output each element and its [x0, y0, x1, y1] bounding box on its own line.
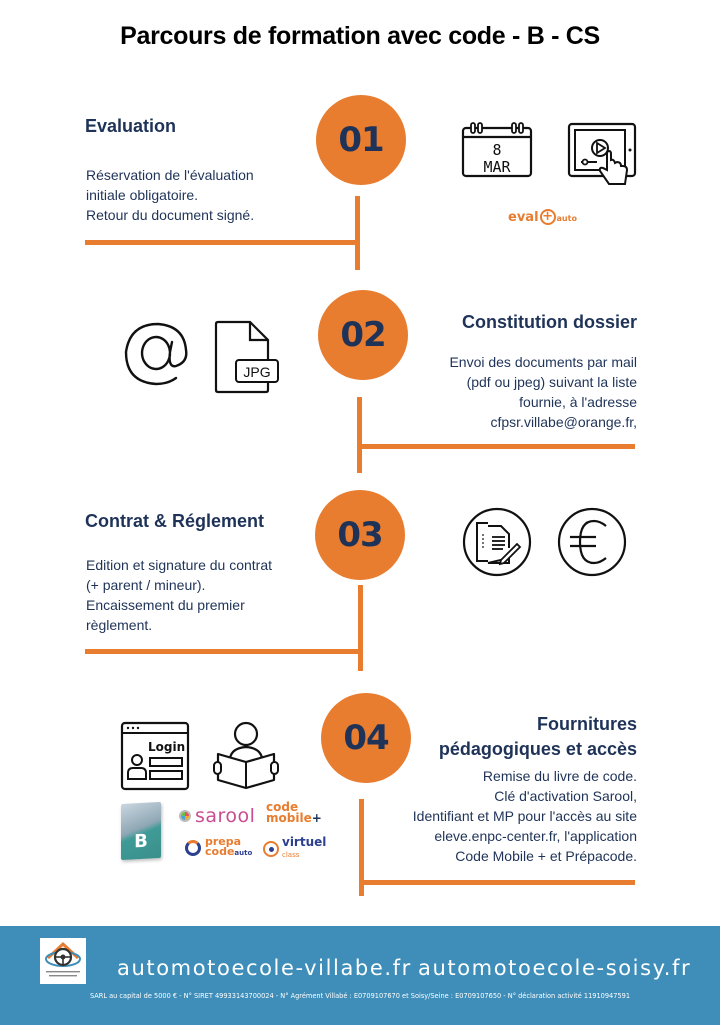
contract-sign-icon: [461, 506, 533, 578]
step-02-heading: Constitution dossier: [462, 312, 637, 332]
virtuel-class-logo: [263, 837, 326, 860]
step-03-number-badge: 03: [315, 490, 405, 580]
step-02-line-3: fournie, à l'adresse: [519, 394, 637, 410]
step-03-line-3: Encaissement du premier: [86, 597, 245, 613]
code-mobile-logo: [266, 802, 322, 824]
prepa-code-logo-line-2: code: [205, 845, 235, 858]
step-04-line-1: Remise du livre de code.: [482, 768, 637, 784]
eval-auto-logo-suffix: auto: [556, 214, 577, 223]
step-01-line-1: Réservation de l'évaluation: [86, 167, 254, 183]
prepa-code-logo: [185, 837, 252, 858]
step-03-vertical-connector: [358, 585, 363, 671]
reader-icon: [212, 720, 280, 790]
footer: [0, 926, 720, 1025]
step-04-heading-line-2: pédagogiques et accès: [438, 739, 637, 759]
link-villabe-site[interactable]: automotoecole-villabe.fr: [117, 956, 412, 980]
step-04-line-4: eleve.enpc-center.fr, l'application: [434, 828, 637, 844]
step-01-horizontal-connector: [85, 240, 357, 245]
code-book-image: [121, 802, 161, 860]
code-mobile-logo-line-1: code: [266, 800, 299, 814]
login-screen-icon: [120, 721, 190, 791]
virtuel-class-logo-suffix: class: [282, 851, 300, 859]
step-01-line-3: Retour du document signé.: [86, 207, 255, 223]
step-01-number-badge: 01: [316, 95, 406, 185]
virtuel-class-logo-text: virtuel: [282, 835, 327, 849]
virtuel-class-logo-mark: [263, 841, 279, 857]
step-02-description: [449, 352, 637, 432]
euro-icon: [556, 506, 628, 578]
at-sign-icon: [120, 318, 192, 390]
step-02-vertical-connector: [357, 397, 362, 473]
step-04-description: [413, 766, 637, 866]
step-04-line-2: Clé d'activation Sarool,: [494, 788, 637, 804]
step-02-horizontal-connector: [357, 444, 635, 449]
sarool-logo-mark: [179, 810, 191, 822]
svg-text:Login: Login: [148, 740, 186, 754]
sarool-logo: [179, 805, 255, 827]
step-02-line-2: (pdf ou jpeg) suivant la liste: [466, 374, 637, 390]
school-logo: [40, 938, 86, 984]
legal-notice: SARL au capital de 5000 € - N° SIRET 49933143700024 - N° Agrément Villabé : E0709107670 et Soisy/Seine : E0709107650 - N° déclaration activité 11910947591: [89, 992, 631, 1000]
step-04-heading: [439, 712, 637, 762]
svg-text:MAR: MAR: [483, 158, 511, 176]
svg-text:JPG: JPG: [243, 364, 271, 380]
step-01-description: [86, 165, 254, 225]
link-soisy-site[interactable]: automotoecole-soisy.fr: [418, 956, 692, 980]
code-mobile-logo-plus: +: [311, 811, 322, 825]
step-03-description: [86, 555, 272, 635]
step-01-vertical-connector: [355, 196, 360, 270]
prepa-code-logo-suffix: auto: [234, 849, 253, 857]
prepa-code-logo-line-1: prepa: [205, 835, 242, 848]
step-04-number-badge: 04: [321, 693, 411, 783]
sarool-logo-text: sarool: [195, 805, 256, 827]
step-04-heading-line-1: Fournitures: [536, 714, 637, 734]
step-01-heading: Evaluation: [85, 116, 177, 136]
eval-auto-logo: [508, 206, 577, 225]
step-04-line-3: Identifiant et MP pour l'accès au site: [412, 808, 637, 824]
step-04-horizontal-connector: [359, 880, 635, 885]
step-03-line-1: Edition et signature du contrat: [86, 557, 273, 573]
eval-auto-logo-plus: +: [540, 209, 556, 225]
svg-text:8: 8: [492, 141, 502, 159]
eval-auto-logo-text: eval: [508, 210, 539, 225]
code-mobile-logo-line-2: mobile: [266, 811, 312, 825]
calendar-icon: [460, 121, 534, 179]
step-02-number-badge: 02: [318, 290, 408, 380]
prepa-code-logo-mark: [185, 840, 201, 856]
step-02-line-1: Envoi des documents par mail: [449, 354, 637, 370]
tablet-touch-icon: [567, 122, 639, 192]
jpg-file-icon: [212, 320, 282, 394]
step-03-line-2: (+ parent / mineur).: [86, 577, 206, 593]
step-03-line-4: règlement.: [86, 617, 153, 633]
step-01-line-2: initiale obligatoire.: [86, 187, 199, 203]
step-03-horizontal-connector: [85, 649, 360, 654]
step-04-line-5: Code Mobile + et Prépacode.: [455, 848, 637, 864]
step-03-heading: Contrat & Réglement: [85, 511, 265, 531]
step-02-email-address: cfpsr.villabe@orange.fr,: [490, 414, 637, 430]
page-title: Parcours de formation avec code - B - CS: [120, 22, 600, 50]
code-book-letter: B: [134, 830, 148, 853]
